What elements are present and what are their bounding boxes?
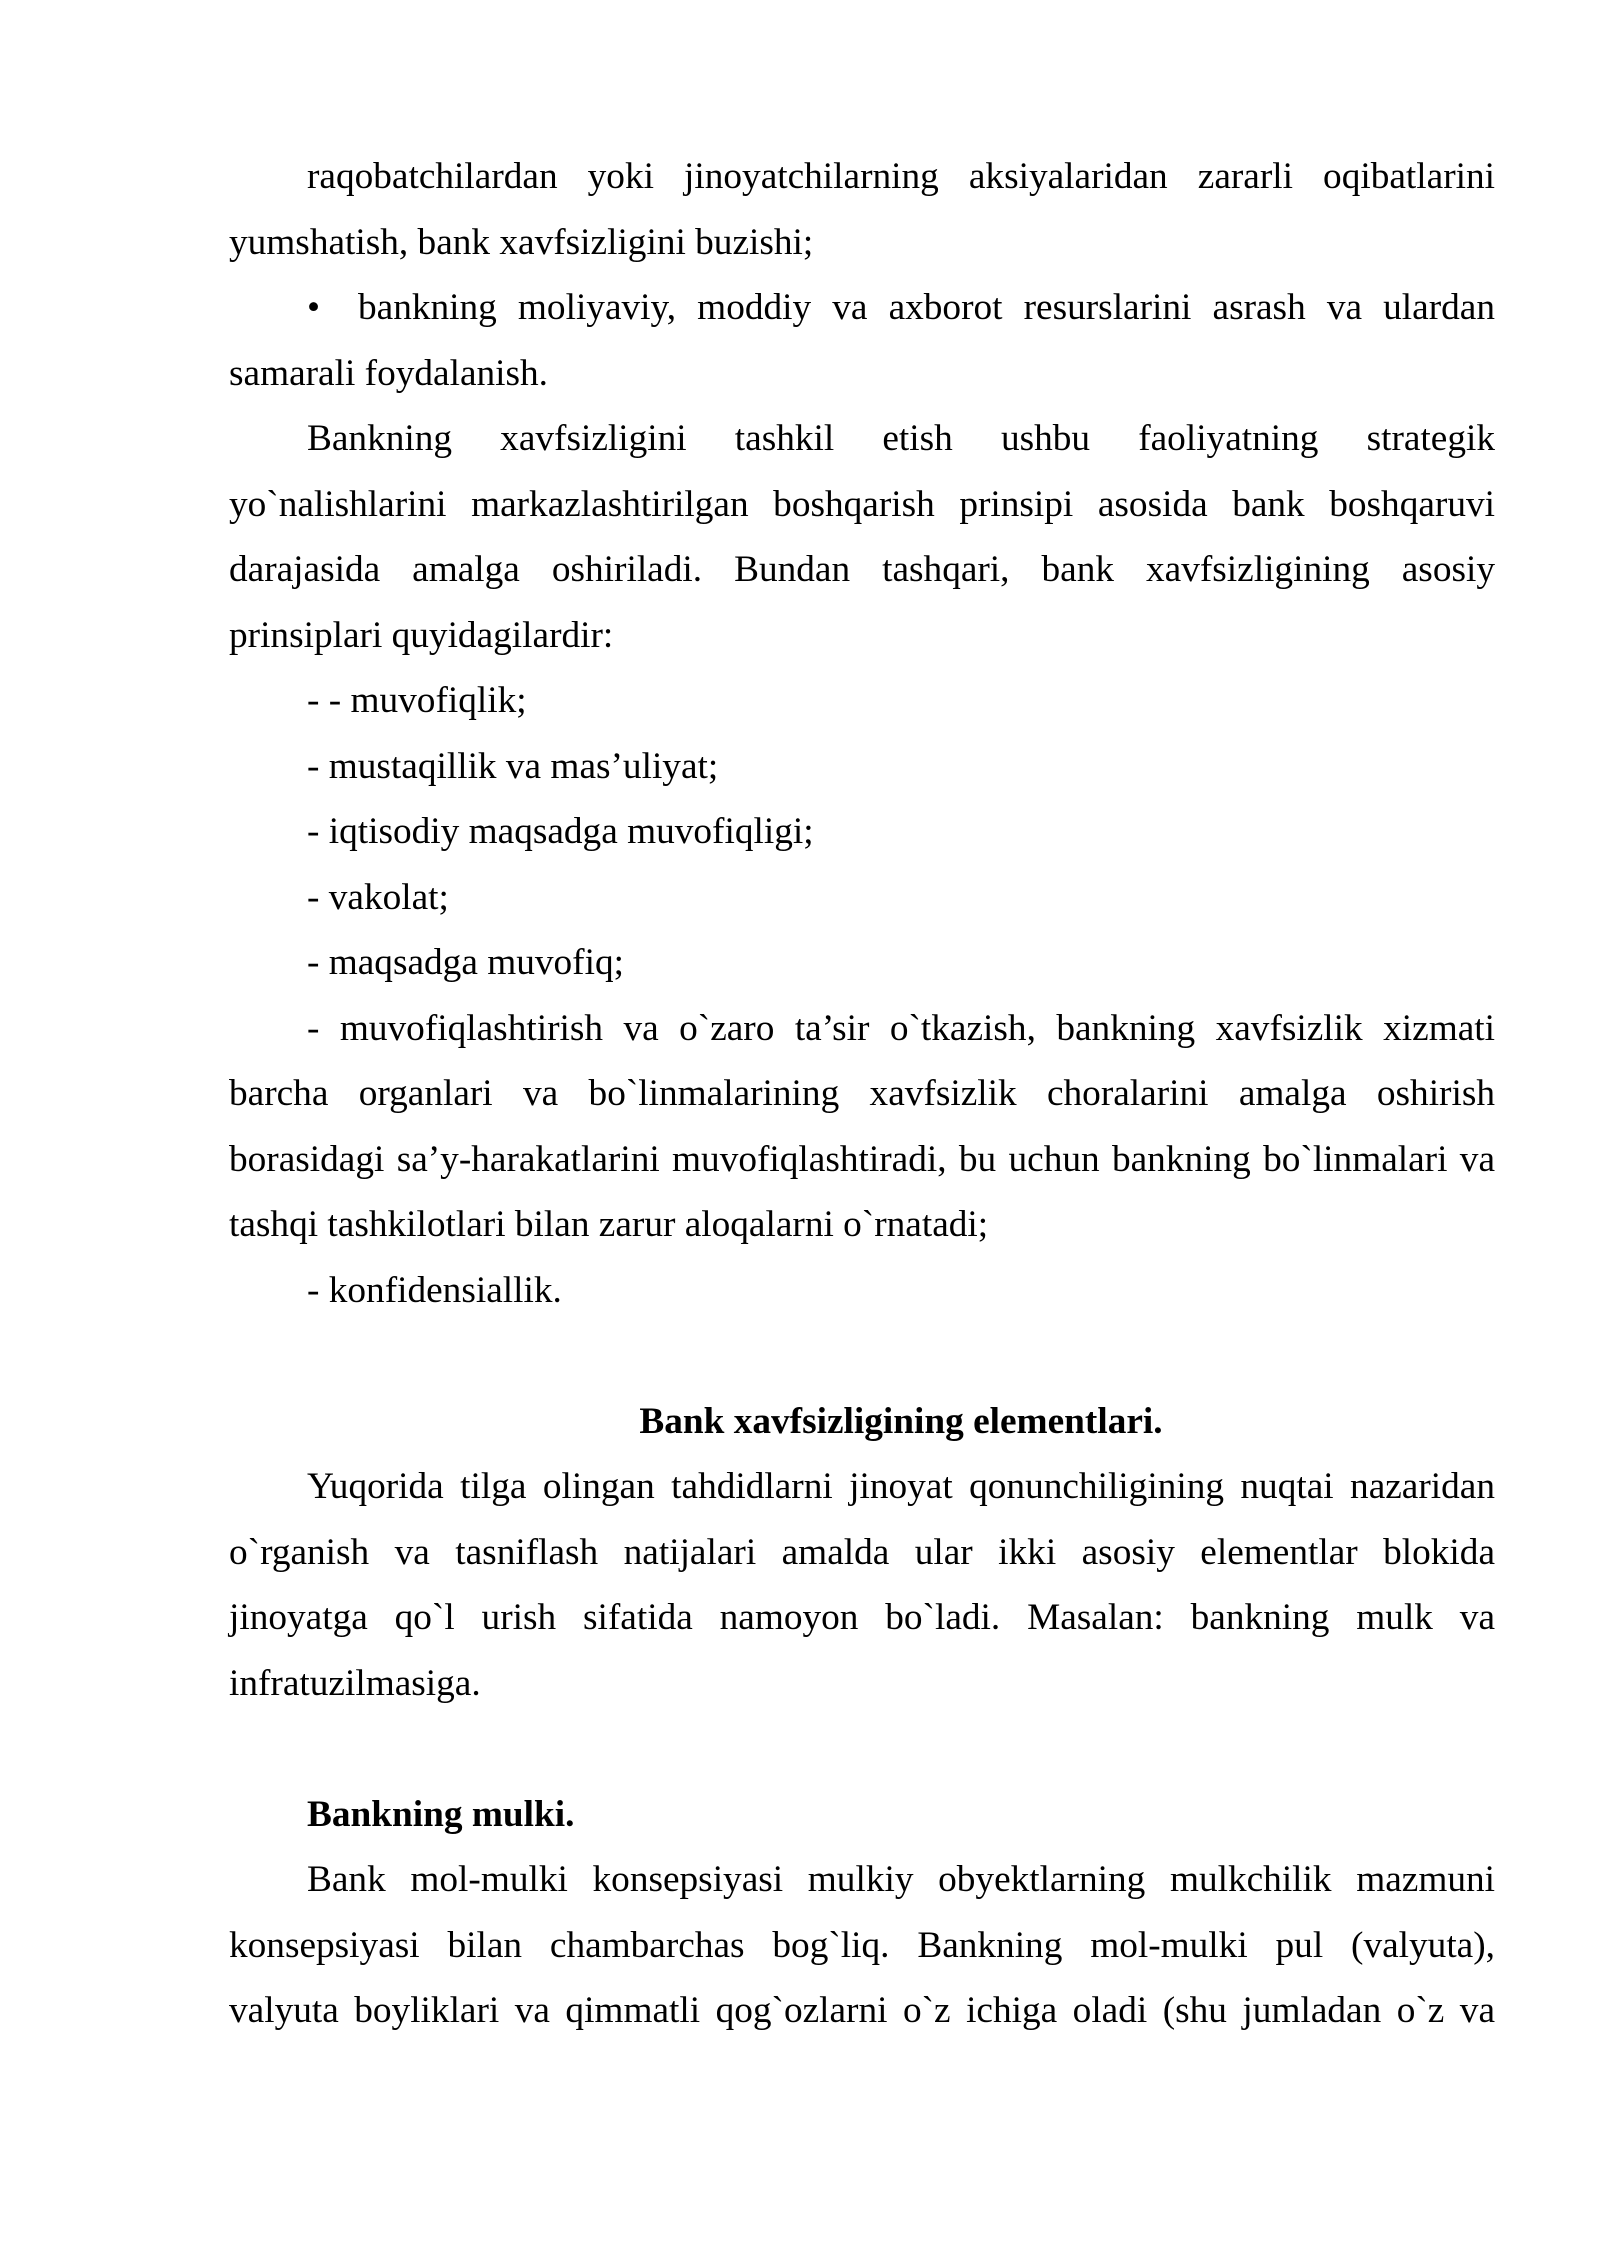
text-line: konsepsiyasi bilan chambarchas bog`liq. Bankning mol-mulki pul (valyuta), [229, 1924, 1495, 1966]
list-item: - maqsadga muvofiq; [307, 942, 624, 983]
text-line: raqobatchilardan yoki jinoyatchilarning aksiyalaridan zararli oqibatlarini [307, 156, 1495, 197]
text-line: Bankning xavfsizligini tashkil etish ushbu faoliyatning strategik [307, 418, 1495, 459]
text-line: infratuzilmasiga. [229, 1662, 481, 1704]
principles-list [229, 668, 1495, 1323]
list-item: - iqtisodiy maqsadga muvofiqligi; [307, 811, 814, 852]
text-line: tashqi tashkilotlari bilan zarur aloqalarni o`rnatadi; [229, 1204, 989, 1245]
text-line: samarali foydalanish. [229, 352, 548, 394]
section-heading: Bank xavfsizligining elementlari. [639, 1400, 1163, 1442]
text-line: Yuqorida tilga olingan tahdidlarni jinoyat qonunchiligining nuqtai nazaridan [307, 1466, 1495, 1507]
bullet-item [229, 275, 1495, 406]
text-line: bankning moliyaviy, moddiy va axborot resurslarini asrash va ulardan [358, 287, 1495, 328]
text-line: o`rganish va tasniflash natijalari amalda ular ikki asosiy elementlar blokida [229, 1531, 1495, 1573]
document-page [229, 144, 1495, 2044]
list-item: - mustaqillik va mas’uliyat; [307, 745, 719, 787]
text-line: jinoyatga qo`l urish sifatida namoyon bo`ladi. Masalan: bankning mulk va [229, 1597, 1495, 1638]
blank-line [229, 1716, 1495, 1782]
text-line: yumshatish, bank xavfsizligini buzishi; [229, 221, 814, 263]
text-line: borasidagi sa’y-harakatlarini muvofiqlashtiradi, bu uchun bankning bo`linmalari va [229, 1138, 1495, 1180]
list-item: - - muvofiqlik; [307, 680, 527, 721]
list-item: - vakolat; [307, 876, 449, 918]
text-line: yo`nalishlarini markazlashtirilgan boshqarish prinsipi asosida bank boshqaruvi [229, 483, 1495, 525]
text-line: darajasida amalga oshiriladi. Bundan tashqari, bank xavfsizligining asosiy [229, 549, 1495, 590]
subsection-paragraph [229, 1847, 1495, 2044]
subsection-heading: Bankning mulki. [307, 1793, 575, 1835]
list-item: - konfidensiallik. [307, 1269, 562, 1311]
list-item [229, 996, 1495, 1258]
continued-paragraph [229, 144, 1495, 275]
bullet-marker: • [307, 287, 321, 328]
text-line: prinsiplari quyidagilardir: [229, 614, 614, 656]
principles-intro-paragraph [229, 406, 1495, 668]
text-line: barcha organlari va bo`linmalarining xavfsizlik choralarini amalga oshirish [229, 1073, 1495, 1114]
blank-line [229, 1323, 1495, 1389]
section-paragraph [229, 1454, 1495, 1716]
text-line: valyuta boyliklari va qimmatli qog`ozlarni o`z ichiga oladi (shu jumladan o`z va [229, 1990, 1495, 2031]
text-line: - muvofiqlashtirish va o`zaro ta’sir o`tkazish, bankning xavfsizlik xizmati [307, 1007, 1495, 1049]
text-line: Bank mol-mulki konsepsiyasi mulkiy obyektlarning mulkchilik mazmuni [307, 1859, 1495, 1900]
